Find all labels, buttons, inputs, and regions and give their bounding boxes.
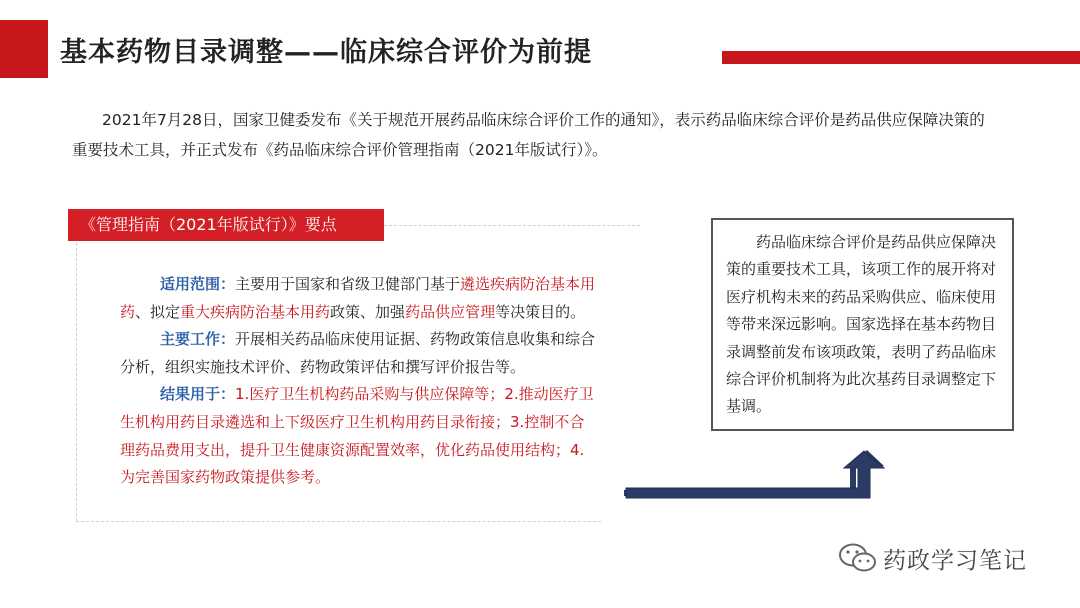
point-work-label: 主要工作： <box>160 330 236 349</box>
summary-box <box>711 218 1014 431</box>
point-scope-highlight-2: 重大疾病防治基本用药 <box>180 302 331 321</box>
elbow-arrow-up-icon <box>624 448 889 520</box>
point-work <box>120 326 598 381</box>
point-scope-label: 适用范围： <box>160 275 236 293</box>
section-ribbon: 《管理指南（2021年版试行）》要点 <box>68 209 384 241</box>
watermark-text: 药政学习笔记 <box>883 548 1027 574</box>
point-work-text: 开展相关药品临床使用证据、药物政策信息收集和综合分析，组织实施技术评价、药物政策评估和撰写评价报告等。 <box>120 330 596 376</box>
point-scope-highlight-1: 遴选疾病防治基本用药 <box>120 275 596 321</box>
point-results-label: 结果用于： <box>160 385 236 404</box>
point-scope-text-2: 、拟定 <box>135 302 181 321</box>
intro-paragraph <box>72 105 992 165</box>
title-accent-block <box>0 20 48 78</box>
point-scope <box>120 271 598 326</box>
key-points <box>120 271 598 492</box>
panel-border-left <box>76 243 77 521</box>
point-scope-text-4: 等决策目的。 <box>495 302 586 321</box>
point-results-text: 1.医疗卫生机构药品采购与供应保障等；2.推动医疗卫生机构用药目录遴选和上下级医疗卫生机构用药目录衔接；3.控制不合理药品费用支出，提升卫生健康资源配置效率，优化药品使用结构；4.为完善国家药物政策提供参考。 <box>120 385 594 487</box>
point-scope-text-3: 政策、加强 <box>330 302 406 321</box>
wechat-logo-icon <box>838 542 878 574</box>
ribbon-divider <box>384 225 640 226</box>
point-results <box>120 381 598 491</box>
summary-text: 药品临床综合评价是药品供应保障决策的重要技术工具，该项工作的展开将对医疗机构未来的药品采购供应、临床使用等带来深远影响。国家选择在基本药物目录调整前发布该项政策，表明了药品临床综合评价机制将为此次基药目录调整定下基调。 <box>726 233 997 416</box>
title-accent-bar <box>722 51 1080 64</box>
intro-text: 2021年7月28日，国家卫健委发布《关于规范开展药品临床综合评价工作的通知》，表示药品临床综合评价是药品供应保障决策的重要技术工具，并正式发布《药品临床综合评价管理指南（2021年版试行）》。 <box>72 111 985 159</box>
point-scope-highlight-3: 药品供应管理 <box>405 302 496 321</box>
page-title: 基本药物目录调整——临床综合评价为前提 <box>60 37 592 68</box>
panel-border-bottom <box>76 521 601 522</box>
point-scope-text-1: 主要用于国家和省级卫健部门基于 <box>235 275 461 293</box>
